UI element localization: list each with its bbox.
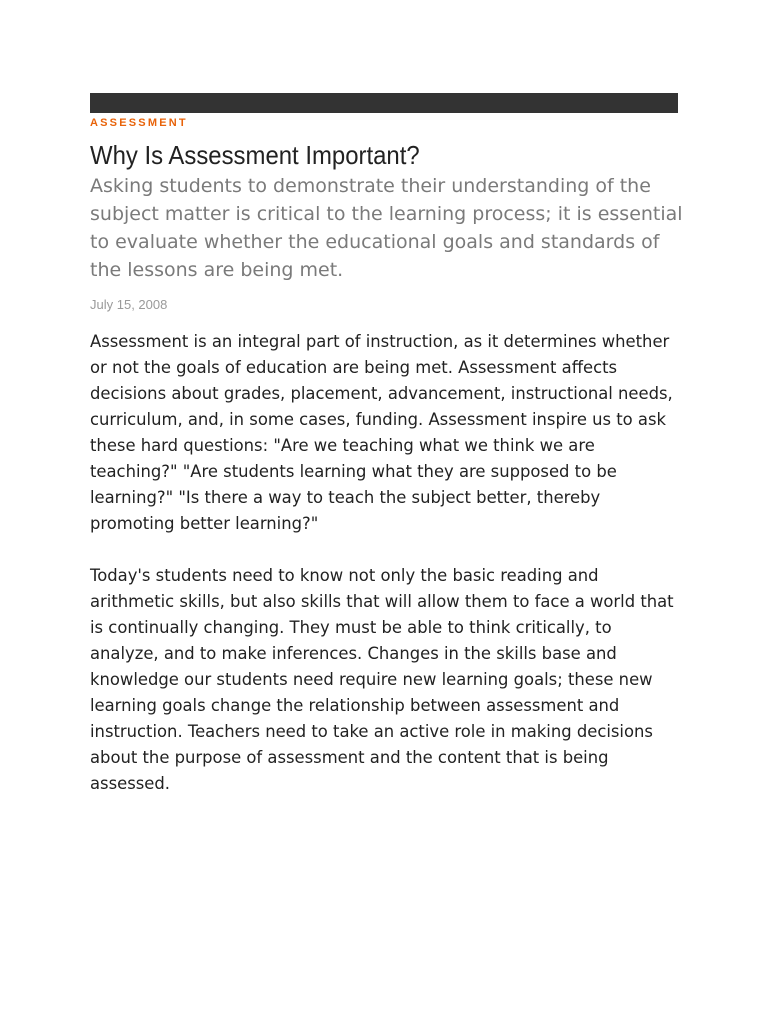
- publish-date: July 15, 2008: [90, 297, 168, 312]
- article-subtitle: Asking students to demonstrate their understanding of the subject matter is critical to the learning process; it is essential to evaluate whether the educational goals and standards of the lessons are being met.: [90, 175, 683, 281]
- category-link[interactable]: ASSESSMENT: [90, 117, 188, 129]
- top-bar: [90, 93, 678, 113]
- body-paragraph: Assessment is an integral part of instruction, as it determines whether or not the goals of education are being met. Assessment affects decisions about grades, placement, advancement, instructional needs, curriculum, and, in some cases, funding. Assessment inspire us to ask these hard questions: "Are we teaching what we think we are teaching?" "Are students learning what they are supposed to be learning?" "Is there a way to teach the subject better, thereby promoting better learning?": [90, 332, 673, 533]
- article-body: [90, 329, 680, 797]
- article: [90, 93, 683, 823]
- body-paragraph: Today's students need to know not only the basic reading and arithmetic skills, but also skills that will allow them to face a world that is continually changing. They must be able to think critically, to analyze, and to make inferences. Changes in the skills base and knowledge our students need require new learning goals; these new learning goals change the relationship between assessment and instruction. Teachers need to take an active role in making decisions about the purpose of assessment and the content that is being assessed.: [90, 566, 674, 793]
- article-title: Why Is Assessment Important?: [90, 140, 420, 170]
